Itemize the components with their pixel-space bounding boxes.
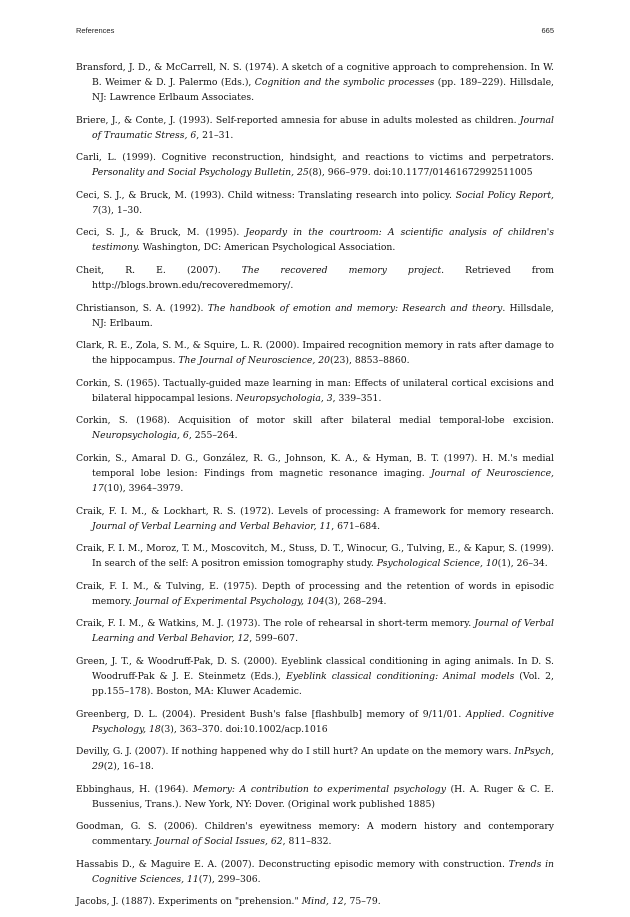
reference-text: Washington, DC: American Psychological Association. xyxy=(139,242,396,254)
reference-text: Jacobs, J. (1887). Experiments on "prehension." xyxy=(76,896,302,908)
reference-entry xyxy=(76,894,554,909)
reference-entry xyxy=(76,819,554,849)
reference-text: Ceci, S. J., & Bruck, M. (1995). xyxy=(76,227,246,239)
reference-text: Goodman, G. S. (2006). Children's eyewitness memory: A modern history and contemporary commentary. xyxy=(76,821,554,848)
reference-text: Corkin, S. (1968). Acquisition of motor skill after bilateral medial temporal-lobe excision. xyxy=(76,415,554,427)
reference-italic-text: Journal of Social Issues, 62 xyxy=(155,836,283,848)
reference-text: Clark, R. E., Zola, S. M., & Squire, L. R. (2000). Impaired recognition memory in rats after damage to the hippocampus. xyxy=(76,340,554,367)
reference-text: Craik, F. I. M., & Watkins, M. J. (1973). The role of rehearsal in short-term memory. xyxy=(76,618,475,630)
reference-italic-text: Memory: A contribution to experimental psychology xyxy=(193,783,446,795)
reference-entry xyxy=(76,857,554,887)
reference-text: , 811–832. xyxy=(282,836,332,848)
reference-text: (3), 363–370. doi:10.1002/acp.1016 xyxy=(160,723,328,735)
reference-entry xyxy=(76,301,554,331)
reference-text: (23), 8853–8860. xyxy=(330,355,410,367)
reference-text: , 339–351. xyxy=(332,392,382,404)
reference-italic-text: Applied. Cognitive Psychology, 18 xyxy=(92,708,554,735)
reference-entry xyxy=(76,376,554,406)
reference-text: Cheit, R. E. (2007). xyxy=(76,264,242,276)
reference-italic-text: The handbook of emotion and memory: Research and theory xyxy=(207,302,503,314)
reference-text: Craik, F. I. M., Moroz, T. M., Moscovitch, M., Stuss, D. T., Winocur, G., Tulving, E., & Kapur, S. (1999). In search of the self: A positron emission tomography study. xyxy=(76,543,554,570)
reference-entry xyxy=(76,541,554,571)
reference-text: (3), 1–30. xyxy=(97,204,143,216)
reference-text: (2), 16–18. xyxy=(103,761,154,773)
reference-entry xyxy=(76,744,554,774)
reference-text: (8), 966–979. doi:10.1177/01461672992511005 xyxy=(308,167,533,179)
reference-entry xyxy=(76,338,554,368)
reference-text: . Hillsdale, NJ: Erlbaum. xyxy=(92,302,554,329)
reference-entry xyxy=(76,188,554,218)
reference-text: Corkin, S., Amaral D. G., González, R. G., Johnson, K. A., & Hyman, B. T. (1997). H. M.'s medial temporal lobe lesion: Findings from magnetic resonance imaging. xyxy=(76,452,554,479)
reference-text: Craik, F. I. M., & Lockhart, R. S. (1972). Levels of processing: A framework for memory research. xyxy=(76,505,554,517)
reference-text: Corkin, S. (1965). Tactually-guided maze learning in man: Effects of unilateral cortical excisions and bilateral hippocampal lesions. xyxy=(76,377,554,404)
reference-text: Greenberg, D. L. (2004). President Bush's false [flashbulb] memory of 9/11/01. xyxy=(76,708,466,720)
running-head xyxy=(76,26,554,38)
reference-text: (1), 26–34. xyxy=(497,558,548,570)
reference-italic-text: Trends in Cognitive Sciences, 11 xyxy=(92,858,554,885)
reference-text: Carli, L. (1999). Cognitive reconstruction, hindsight, and reactions to victims and perpetrators. xyxy=(76,152,554,164)
reference-text: Ceci, S. J., & Bruck, M. (1993). Child witness: Translating research into policy. xyxy=(76,189,456,201)
reference-italic-text: Journal of Verbal Learning and Verbal Behavior, 11 xyxy=(92,520,332,532)
reference-text: (10), 3964–3979. xyxy=(103,482,184,494)
reference-italic-text: The Journal of Neuroscience, 20 xyxy=(178,355,331,367)
reference-entry xyxy=(76,413,554,443)
reference-text: Briere, J., & Conte, J. (1993). Self-reported amnesia for abuse in adults molested as children. xyxy=(76,114,520,126)
reference-text: Hassabis D., & Maguire E. A. (2007). Deconstructing episodic memory with construction. xyxy=(76,858,509,870)
reference-entry xyxy=(76,451,554,496)
reference-italic-text: Eyeblink classical conditioning: Animal models xyxy=(285,670,515,682)
reference-entry xyxy=(76,263,554,293)
reference-text: (7), 299–306. xyxy=(198,873,261,885)
reference-text: (Vol. 2, pp.155–178). Boston, MA: Kluwer Academic. xyxy=(92,670,554,697)
reference-entry xyxy=(76,579,554,609)
reference-italic-text: Journal of Verbal Learning and Verbal Behavior, 12 xyxy=(92,618,554,645)
reference-text: Craik, F. I. M., & Tulving, E. (1975). Depth of processing and the retention of words in episodic memory. xyxy=(76,580,554,607)
reference-italic-text: Social Policy Report, 7 xyxy=(92,189,554,216)
reference-entry xyxy=(76,707,554,737)
reference-text: Ebbinghaus, H. (1964). xyxy=(76,783,193,795)
reference-entry xyxy=(76,616,554,646)
reference-italic-text: Psychological Science, 10 xyxy=(376,558,498,570)
reference-text: , 599–607. xyxy=(249,633,299,645)
reference-text: , 75–79. xyxy=(343,896,381,908)
reference-italic-text: Neuropsychologia, 3 xyxy=(235,392,333,404)
reference-italic-text: Journal of Traumatic Stress, 6 xyxy=(92,114,554,141)
reference-italic-text: Journal of Neuroscience, 17 xyxy=(92,467,554,494)
reference-text: Bransford, J. D., & McCarrell, N. S. (1974). A sketch of a cognitive approach to comprehension. In W. B. Weimer & D. J. Palermo (Eds.), xyxy=(76,62,554,88)
reference-entry xyxy=(76,113,554,143)
reference-text: Retrieved from http://blogs.brown.edu/recoveredmemory/. xyxy=(92,264,554,291)
reference-text: Green, J. T., & Woodruff-Pak, D. S. (2000). Eyeblink classical conditioning in aging animals. In D. S. Woodruff-Pak & J. E. Steinmetz (Eds.), xyxy=(76,655,554,682)
reference-text: Devilly, G. J. (2007). If nothing happened why do I still hurt? An update on the memory wars. xyxy=(76,746,515,758)
reference-entry xyxy=(76,654,554,699)
reference-italic-text: Jeopardy in the courtroom: A scientific analysis of children's testimony. xyxy=(92,227,554,254)
reference-text: Christianson, S. A. (1992). xyxy=(76,302,208,314)
reference-list xyxy=(76,60,554,917)
reference-entry xyxy=(76,60,554,105)
reference-entry xyxy=(76,782,554,812)
reference-italic-text: Neuropsychologia, 6 xyxy=(92,430,189,442)
reference-italic-text: Personality and Social Psychology Bulletin, 25 xyxy=(92,167,309,179)
reference-italic-text: The recovered memory project. xyxy=(241,264,445,276)
reference-text: (pp. 189–229). Hillsdale, NJ: Lawrence Erlbaum Associates. xyxy=(92,77,554,103)
reference-entry xyxy=(76,225,554,255)
reference-text: , 671–684. xyxy=(331,520,381,532)
reference-text: , 21–31. xyxy=(196,129,234,141)
reference-text: (3), 268–294. xyxy=(324,595,387,607)
reference-text: (H. A. Ruger & C. E. Bussenius, Trans.). New York, NY: Dover. (Original work published 1885) xyxy=(92,783,554,810)
reference-text: , 255–264. xyxy=(188,430,238,442)
reference-italic-text: InPsych, 29 xyxy=(92,746,554,773)
reference-italic-text: Journal of Experimental Psychology, 104 xyxy=(134,595,325,607)
section-title: References xyxy=(76,26,115,35)
reference-italic-text: Cognition and the symbolic processes xyxy=(254,77,435,88)
reference-italic-text: Mind, 12 xyxy=(301,896,344,908)
reference-entry xyxy=(76,504,554,534)
reference-entry xyxy=(76,150,554,180)
page-number: 665 xyxy=(541,26,554,35)
